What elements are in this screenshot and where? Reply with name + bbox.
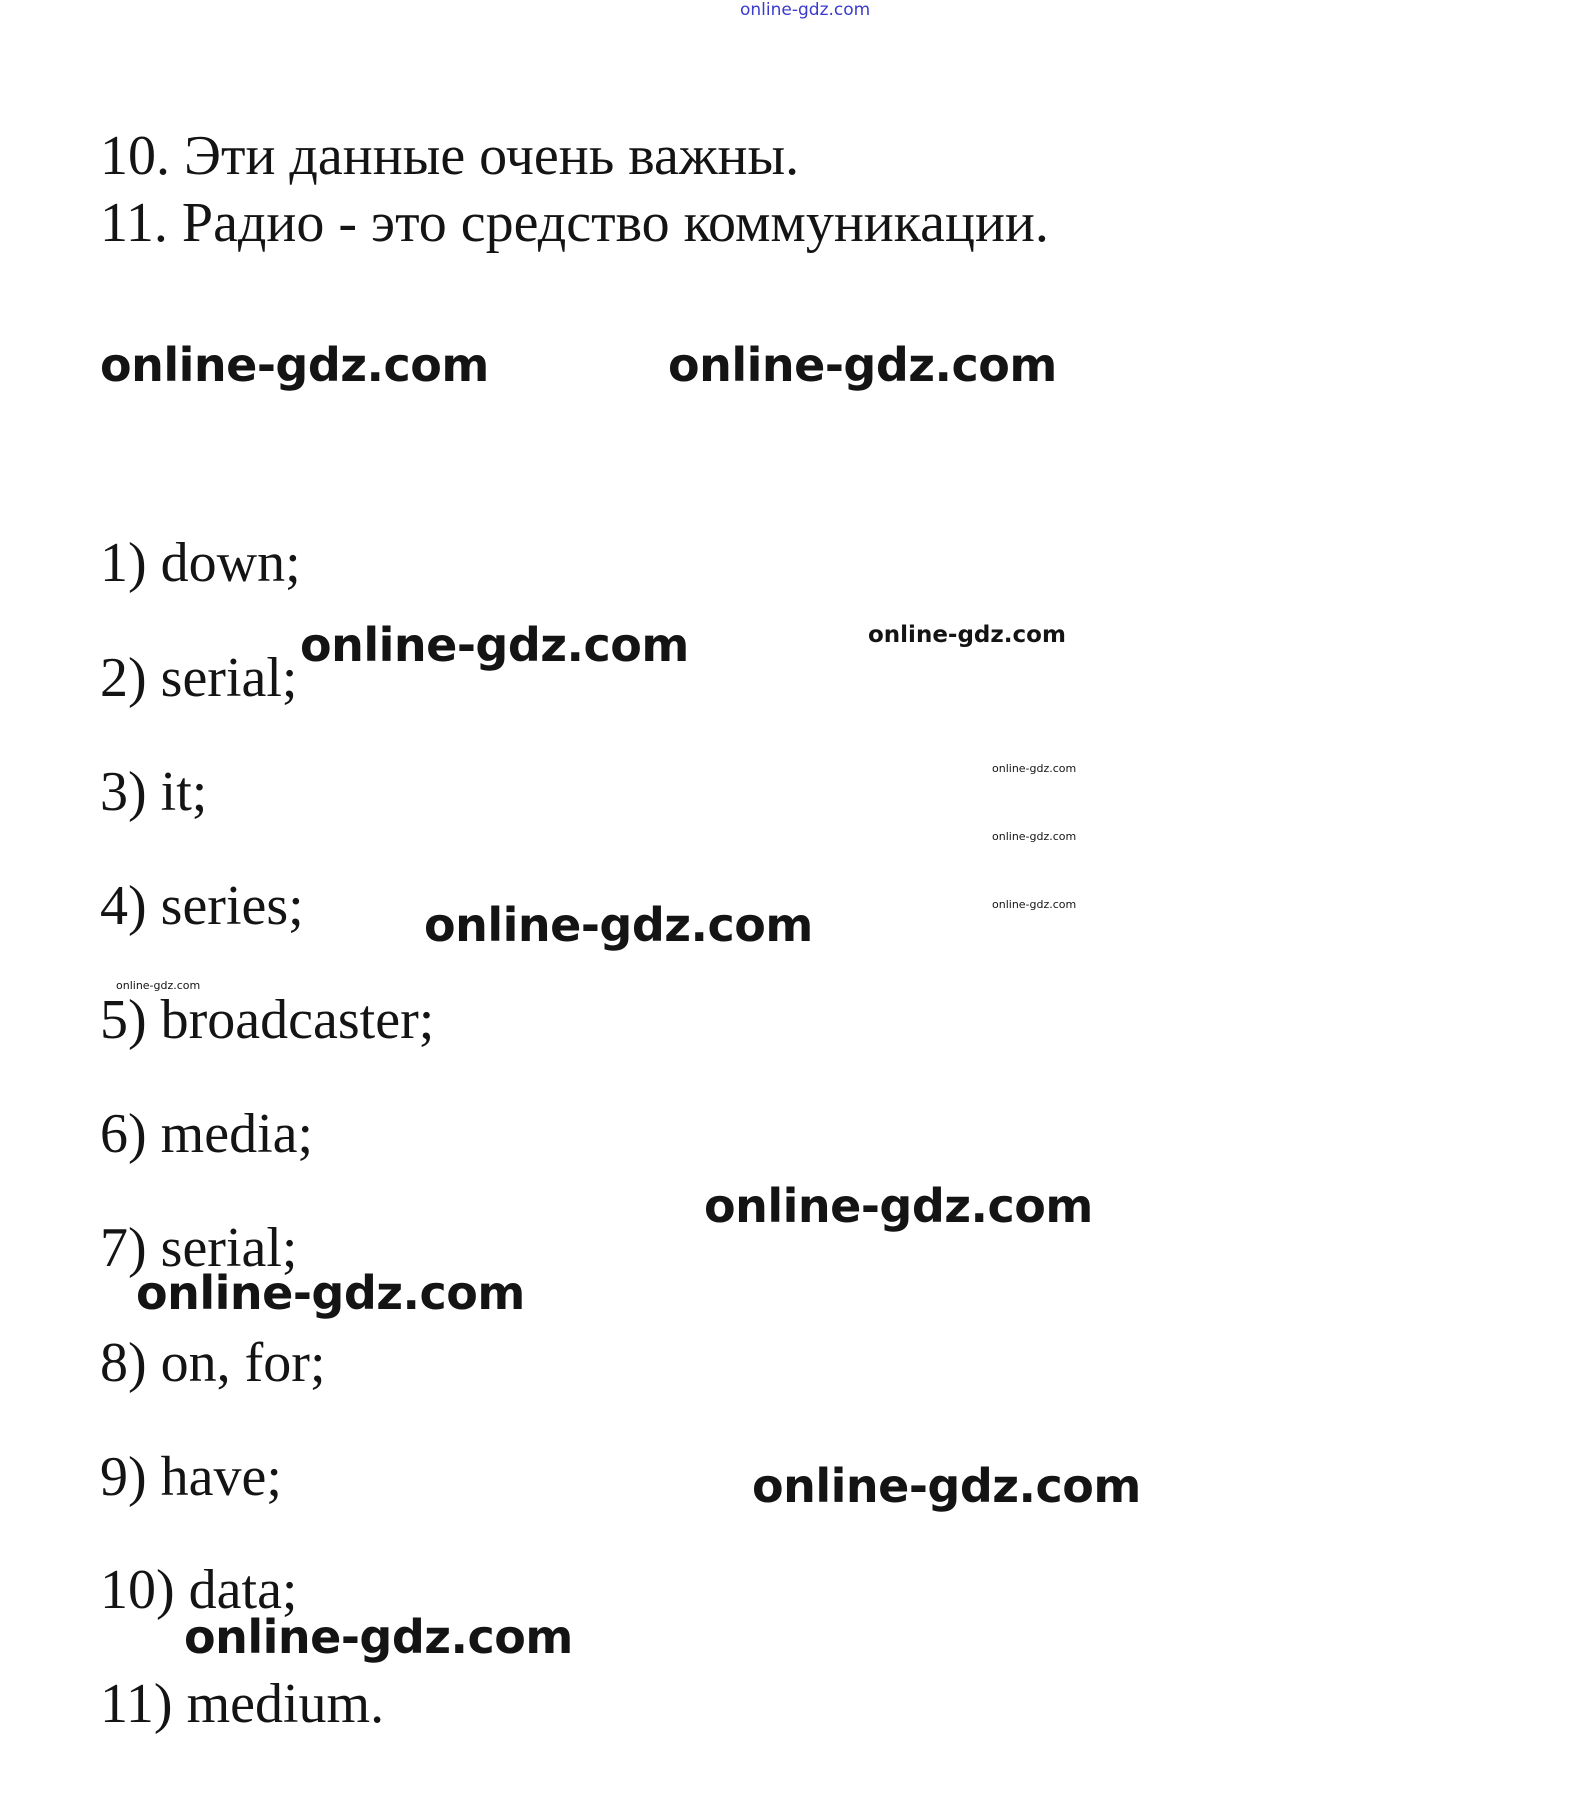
answer-11: 11) medium. (100, 1673, 385, 1735)
watermark: online-gdz.com (704, 1179, 1093, 1233)
answer-7: 7) serial; (100, 1217, 298, 1279)
watermark: online-gdz.com (752, 1459, 1141, 1513)
answer-1: 1) down; (100, 532, 301, 594)
watermark: online-gdz.com (424, 898, 813, 952)
watermark: online-gdz.com (116, 979, 201, 992)
watermark: online-gdz.com (992, 898, 1077, 911)
answer-6: 6) media; (100, 1103, 314, 1165)
watermark: online-gdz.com (100, 338, 489, 392)
watermark: online-gdz.com (992, 762, 1077, 775)
answer-8: 8) on, for; (100, 1332, 326, 1394)
site-watermark-top: online-gdz.com (740, 0, 871, 20)
watermark: online-gdz.com (992, 830, 1077, 843)
answer-3: 3) it; (100, 761, 208, 823)
answer-9: 9) have; (100, 1446, 282, 1508)
watermark: online-gdz.com (136, 1266, 525, 1320)
watermark: online-gdz.com (868, 622, 1066, 648)
watermark: online-gdz.com (300, 618, 689, 672)
watermark: online-gdz.com (184, 1610, 573, 1664)
watermark: online-gdz.com (668, 338, 1057, 392)
answer-10: 10) data; (100, 1559, 298, 1621)
translation-line-11: 11. Радио - это средство коммуникации. (100, 192, 1049, 254)
translation-line-10: 10. Эти данные очень важны. (100, 125, 800, 187)
answer-5: 5) broadcaster; (100, 989, 435, 1051)
answer-2: 2) serial; (100, 647, 298, 709)
answer-4: 4) series; (100, 875, 304, 937)
